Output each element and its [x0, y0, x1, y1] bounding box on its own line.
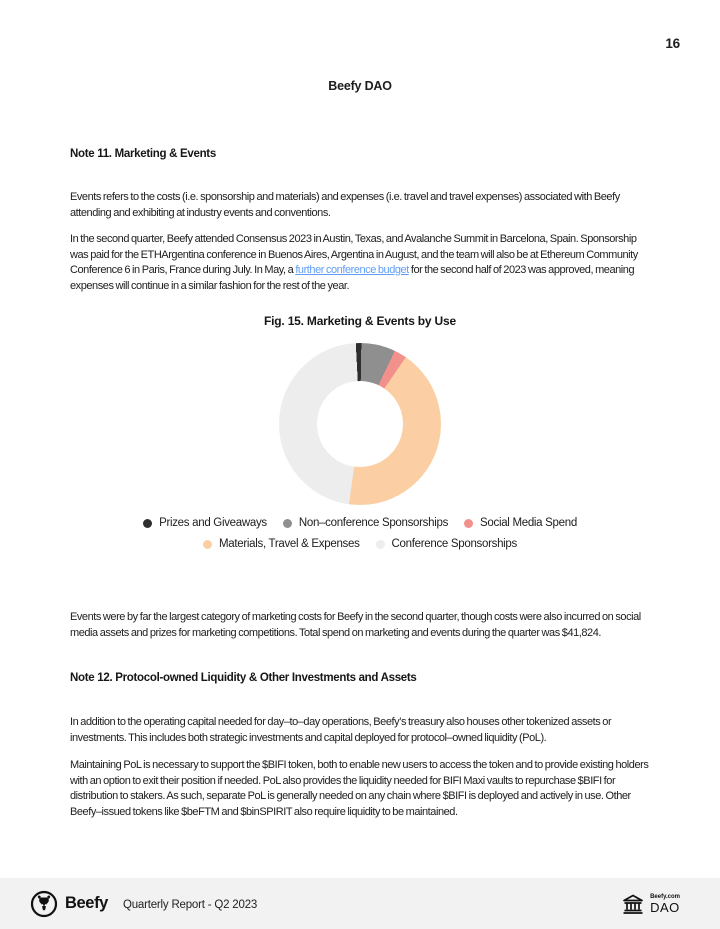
footer-dao-text: DAO	[650, 899, 680, 915]
legend-item-materials-travel-expenses	[203, 538, 360, 550]
chart-legend	[0, 517, 720, 550]
note-11-heading: Note 11. Marketing & Events	[70, 148, 216, 160]
page-footer	[0, 878, 720, 929]
note-12-paragraph-2: Maintaining PoL is necessary to support the $BIFI token, both to enable new users to access the token and to provide existing holders with an option to exit their position if needed. PoL also provides the liquidity needed for BIFI Maxi vaults to repurchase $BIFI for distribution to stakers. As such, separate PoL is generally needed on any chain where $BIFI is deployed and actively in use. Other Beefy–issued tokens like $beFTM and $binSPIRIT also require liquidity to be maintained.	[70, 759, 649, 818]
page-number: 16	[665, 36, 680, 51]
legend-label: Conference Sponsorships	[391, 538, 517, 550]
legend-row-2	[203, 538, 517, 550]
page-title: Beefy DAO	[328, 79, 392, 93]
note-12-paragraph-1: In addition to the operating capital needed for day–to–day operations, Beefy’s treasury also houses other tokenized assets or investments. This includes both strategic investments and capital deployed for protocol–owned liquidity (PoL).	[70, 716, 612, 744]
further-conference-budget-link[interactable]: further conference budget	[295, 264, 409, 276]
legend-swatch-icon	[203, 540, 212, 549]
note-11-paragraph-2	[70, 232, 655, 294]
legend-item-prizes-and-giveaways	[143, 517, 267, 529]
legend-item-conference-sponsorships	[376, 538, 517, 550]
note-11-paragraph-1: Events refers to the costs (i.e. sponsorship and materials) and expenses (i.e. travel and travel expenses) associated with Beefy attending and exhibiting at industry events and conventions.	[70, 191, 620, 219]
note-12-heading: Note 12. Protocol-owned Liquidity & Other Investments and Assets	[70, 672, 417, 684]
bank-building-icon	[621, 892, 645, 916]
legend-label: Materials, Travel & Expenses	[219, 538, 360, 550]
beefy-cow-logo-icon	[30, 890, 58, 918]
paragraph-2-text-after: for the second half of 2023 was approved, meaning expenses will continue in a similar fashion for the rest of the year.	[70, 264, 635, 292]
legend-label: Social Media Spend	[480, 517, 577, 529]
footer-report-title: Quarterly Report - Q2 2023	[122, 898, 258, 911]
note-11-paragraph-3: Events were by far the largest category of marketing costs for Beefy in the second quarter, though costs were also incurred on social media assets and prizes for marketing competitions. Total spend on marketing and events during the quarter was $41,824.	[70, 611, 641, 639]
legend-item-social-media-spend	[464, 517, 577, 529]
legend-swatch-icon	[143, 519, 152, 528]
legend-swatch-icon	[283, 519, 292, 528]
legend-row-1	[143, 517, 577, 529]
legend-label: Non–conference Sponsorships	[298, 517, 449, 529]
footer-dao-group	[621, 892, 680, 916]
legend-item-non-conference-sponsorships	[283, 517, 448, 529]
legend-label: Prizes and Giveaways	[159, 517, 267, 529]
marketing-events-donut-chart	[279, 343, 441, 505]
footer-dao-label	[650, 894, 680, 914]
legend-swatch-icon	[464, 519, 473, 528]
donut-hole	[317, 381, 403, 467]
footer-brand-group	[30, 890, 257, 918]
legend-swatch-icon	[376, 540, 385, 549]
figure-15-caption: Fig. 15. Marketing & Events by Use	[264, 314, 456, 328]
footer-brand-name: Beefy	[65, 894, 108, 912]
footer-beefy-com-label: Beefy.com	[650, 893, 680, 900]
paragraph-2-text-before: In the second quarter, Beefy attended Consensus 2023 in Austin, Texas, and Avalanche Summit in Barcelona, Spain. Sponsorship was paid for the ETHArgentina conference in Buenos Aires, Argentina in August, and the team will also be at Ethereum Community Conference 6 in Paris, France during July. In May, a	[70, 233, 638, 276]
